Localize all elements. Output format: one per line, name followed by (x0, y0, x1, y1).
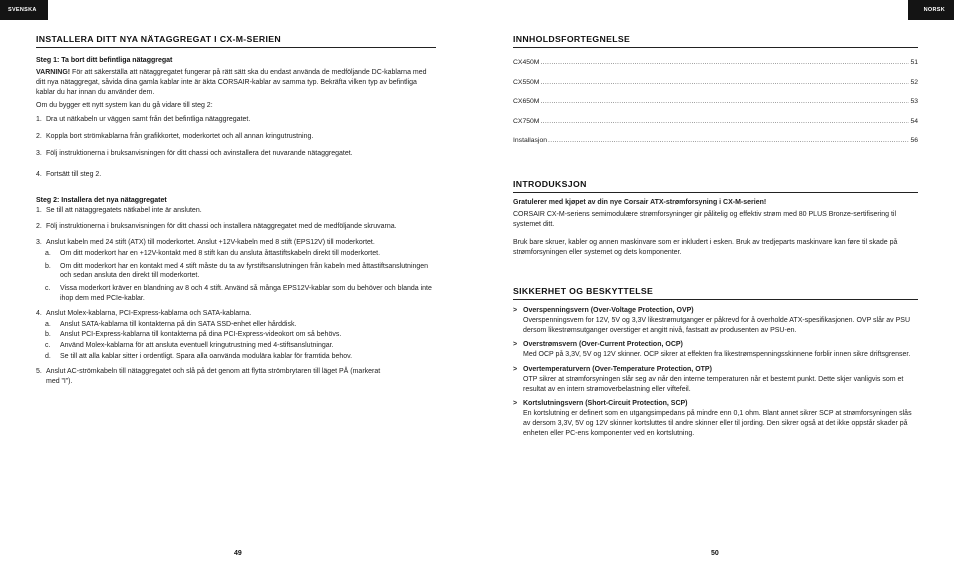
list-text: Koppla bort strömkablarna från grafikkortet, moderkortet och all annan kringutrustning. (46, 132, 314, 140)
sub-letter: a. (45, 249, 51, 257)
intro-lead (513, 198, 918, 208)
toc-label: CX450M (513, 59, 540, 66)
bullet-marker: > (513, 400, 518, 408)
list-item (513, 365, 918, 394)
sub-list (36, 249, 436, 304)
list-number: 5. (36, 367, 42, 375)
intro-section-title: INTRODUKSJON (513, 179, 918, 193)
table-of-contents (513, 53, 918, 151)
list-number: 3. (36, 238, 42, 246)
list-text: Se till att nätaggregatets nätkabel inte är ansluten. (46, 207, 202, 215)
sub-text: Använd Molex-kablarna för att ansluta eventuell kringutrustning med 4-stiftsanslutningar. (60, 342, 334, 350)
list-item (36, 367, 436, 387)
sub-letter: b. (45, 262, 51, 270)
step1-list (36, 115, 436, 179)
sub-text: Om ditt moderkort har en +12V-kontakt med 8 stift kan du ansluta åttastiftskabeln direkt till moderkortet. (60, 249, 381, 257)
sub-letter: c. (45, 342, 51, 350)
toc-page: 52 (910, 78, 918, 86)
step1-intro: Om du bygger ett nytt system kan du gå vidare till steg 2: (36, 102, 213, 110)
toc-leader (540, 53, 909, 73)
list-number: 2. (36, 223, 42, 231)
list-number: 2. (36, 132, 42, 140)
sub-text: Anslut SATA-kablarna till kontakterna på din SATA SSD-enhet eller hårddisk. (60, 320, 297, 328)
list-text: Följ instruktionerna i bruksanvisningen för ditt chassi och avinstallera det nuvarande nätaggregatet. (46, 149, 353, 157)
sub-list-item (36, 330, 436, 340)
right-page-norwegian (513, 0, 918, 577)
language-tab-swedish: SVENSKA (0, 0, 48, 20)
page-number-right: 50 (711, 550, 719, 557)
sub-letter: c. (45, 285, 51, 293)
list-text: Följ instruktionerna i bruksanvisningen för ditt chassi och installera nätaggregatet med de medföljande skruvarna. (46, 223, 397, 231)
sub-list-item (36, 284, 436, 304)
bullet-title: Overstrømsvern (Over-Current Protection, OCP) (523, 341, 683, 349)
list-text: Anslut AC-strömkabeln till nätaggregatet och slå på det genom att flytta strömbrytaren till läget PÅ (markerat med ”I”). (46, 367, 381, 385)
toc-label: CX750M (513, 117, 540, 125)
sub-text: Anslut PCI-Express-kablarna till kontakterna på dina PCI-Express-videokort om så behövs. (60, 331, 342, 339)
safety-section-title: SIKKERHET OG BESKYTTELSE (513, 286, 918, 300)
toc-leader (540, 112, 909, 132)
toc-label: Installasjon (513, 137, 548, 145)
toc-row[interactable] (513, 73, 918, 93)
list-item (36, 132, 436, 142)
sub-letter: a. (45, 320, 51, 328)
bullet-marker: > (513, 365, 518, 373)
intro-paragraph-1: CORSAIR CX-M-seriens semimodulære strømforsyninger gir pålitelig og effektiv strøm med 80 PLUS Bronze-sertifisering til systemet ditt. (513, 210, 897, 228)
toc-row[interactable] (513, 112, 918, 132)
toc-page: 53 (910, 98, 918, 106)
warning-paragraph (36, 68, 436, 97)
bullet-title: Overspenningsvern (Over-Voltage Protection, OVP) (523, 306, 694, 314)
safety-list (513, 306, 918, 439)
bullet-marker: > (513, 341, 518, 349)
toc-row[interactable] (513, 131, 918, 151)
intro-lead-text: Gratulerer med kjøpet av din nye Corsair ATX-strømforsyning i CX-M-serien! (513, 198, 767, 206)
list-item (36, 170, 436, 180)
list-text: Fortsätt till steg 2. (46, 170, 102, 178)
list-number: 4. (36, 170, 42, 178)
list-text: Anslut Molex-kablarna, PCI-Express-kablarna och SATA-kablarna. (46, 309, 252, 317)
page-number-left: 49 (234, 550, 242, 557)
toc-page: 54 (910, 117, 918, 125)
toc-leader (540, 73, 909, 93)
toc-leader (540, 92, 909, 112)
list-item (513, 399, 918, 438)
sub-list-item (36, 262, 436, 282)
bullet-text: OTP sikrer at strømforsyningen slår seg av når den interne temperaturen når et bestemt punkt. Dette skjer vanligvis som et resultat av en intern strømoverbelastning eller viftefeil. (523, 375, 904, 393)
step2-list (36, 206, 436, 386)
step1-title: Steg 1: Ta bort ditt befintliga nätaggregat (36, 57, 173, 64)
bullet-marker: > (513, 306, 518, 314)
sub-list-item (36, 352, 436, 362)
toc-title: INNHOLDSFORTEGNELSE (513, 34, 918, 48)
list-number: 4. (36, 309, 42, 317)
list-item (36, 238, 436, 304)
bullet-text: Med OCP på 3,3V, 5V og 12V skinner. OCP sikrer at effekten fra likestrømspenningsskinnene forblir innen sikre driftsgrenser. (523, 351, 911, 359)
toc-leader (548, 131, 909, 151)
list-number: 1. (36, 116, 42, 124)
left-page-swedish (36, 0, 436, 577)
bullet-title: Kortslutningsvern (Short-Circuit Protection, SCP) (523, 400, 688, 408)
sub-list (36, 320, 436, 362)
list-text: Dra ut nätkabeln ur väggen samt från det befintliga nätaggregatet. (46, 116, 251, 124)
list-item (36, 222, 436, 232)
toc-page: 51 (910, 59, 918, 66)
sub-text: Om ditt moderkort har en kontakt med 4 stift måste du ta av fyrstiftsanslutningen från kabeln med åttastiftsanslutningen och sedan ansluta den direkt till moderkortet. (60, 262, 429, 280)
sub-list-item (36, 341, 436, 351)
list-item (36, 149, 436, 159)
toc-row[interactable] (513, 92, 918, 112)
bullet-text: En kortslutning er definert som en utgangsimpedans på mindre enn 0,1 ohm. Blant annet sikrer SCP at strømforsyningen slås av dersom 3,3V, 5V og 12V skinner kortsluttes til andre skinner eller til jording. Den sikrer også at det ikke oppstår skader på enheten eller PC-ens komponenter ved en kortslutning. (523, 410, 912, 437)
list-item (513, 306, 918, 335)
list-item (513, 340, 918, 360)
list-number: 1. (36, 207, 42, 215)
warning-label: VARNING! (36, 69, 71, 76)
sub-letter: d. (45, 352, 51, 360)
list-number: 3. (36, 149, 42, 157)
step2-title: Steg 2: Installera det nya nätaggregatet (36, 197, 167, 205)
list-text: Anslut kabeln med 24 stift (ATX) till moderkortet. Anslut +12V-kabeln med 8 stift (EPS12V) till moderkortet. (46, 238, 375, 246)
bullet-title: Overtemperaturvern (Over-Temperature Protection, OTP) (523, 365, 712, 373)
list-item (36, 206, 436, 216)
sub-text: Se till att alla kablar sitter i ordentligt. Spara alla oanvända modulära kablar för framtida behov. (60, 352, 353, 360)
toc-row[interactable] (513, 53, 918, 73)
language-tab-norwegian: NORSK (908, 0, 954, 20)
toc-label: CX650M (513, 98, 540, 106)
sub-text: Vissa moderkort kräver en blandning av 8 och 4 stift. Använd så många EPS12V-kablar som du behöver och blanda inte ihop dem med PCIe-kablar. (60, 285, 432, 302)
intro-paragraph-2: Bruk bare skruer, kabler og annen maskinvare som er inkludert i esken. Bruk av tredjeparts maskinvare kan føre til skade på strømforsyningen eller systemet og dets komponenter. (513, 239, 898, 257)
bullet-text: Overspenningsvern for 12V, 5V og 3,3V likestrømutganger er påkrevd for å overholde ATX-spesifikasjonen. OVP slår av PSU dersom likestrømsutganger overstiger et angitt nivå, fastsatt av produsenten av PSU-en. (523, 316, 911, 334)
toc-page: 56 (910, 137, 918, 145)
list-item (36, 309, 436, 362)
install-section-title: INSTALLERA DITT NYA NÄTAGGREGAT I CX-M-SERIEN (36, 34, 436, 48)
sub-letter: b. (45, 331, 51, 339)
sub-list-item (36, 320, 436, 330)
toc-label: CX550M (513, 78, 540, 86)
list-item (36, 115, 436, 125)
sub-list-item (36, 249, 436, 259)
warning-text: För att säkerställa att nätaggregatet fungerar på rätt sätt ska du endast använda de medföljande DC-kablarna med ditt nya nätaggregat, såvida dina gamla kablar inte är äkta CORSAIR-kablar av samma typ. Bekräfta vilken typ av befintliga kablar du har innan du använder dem. (36, 69, 427, 96)
